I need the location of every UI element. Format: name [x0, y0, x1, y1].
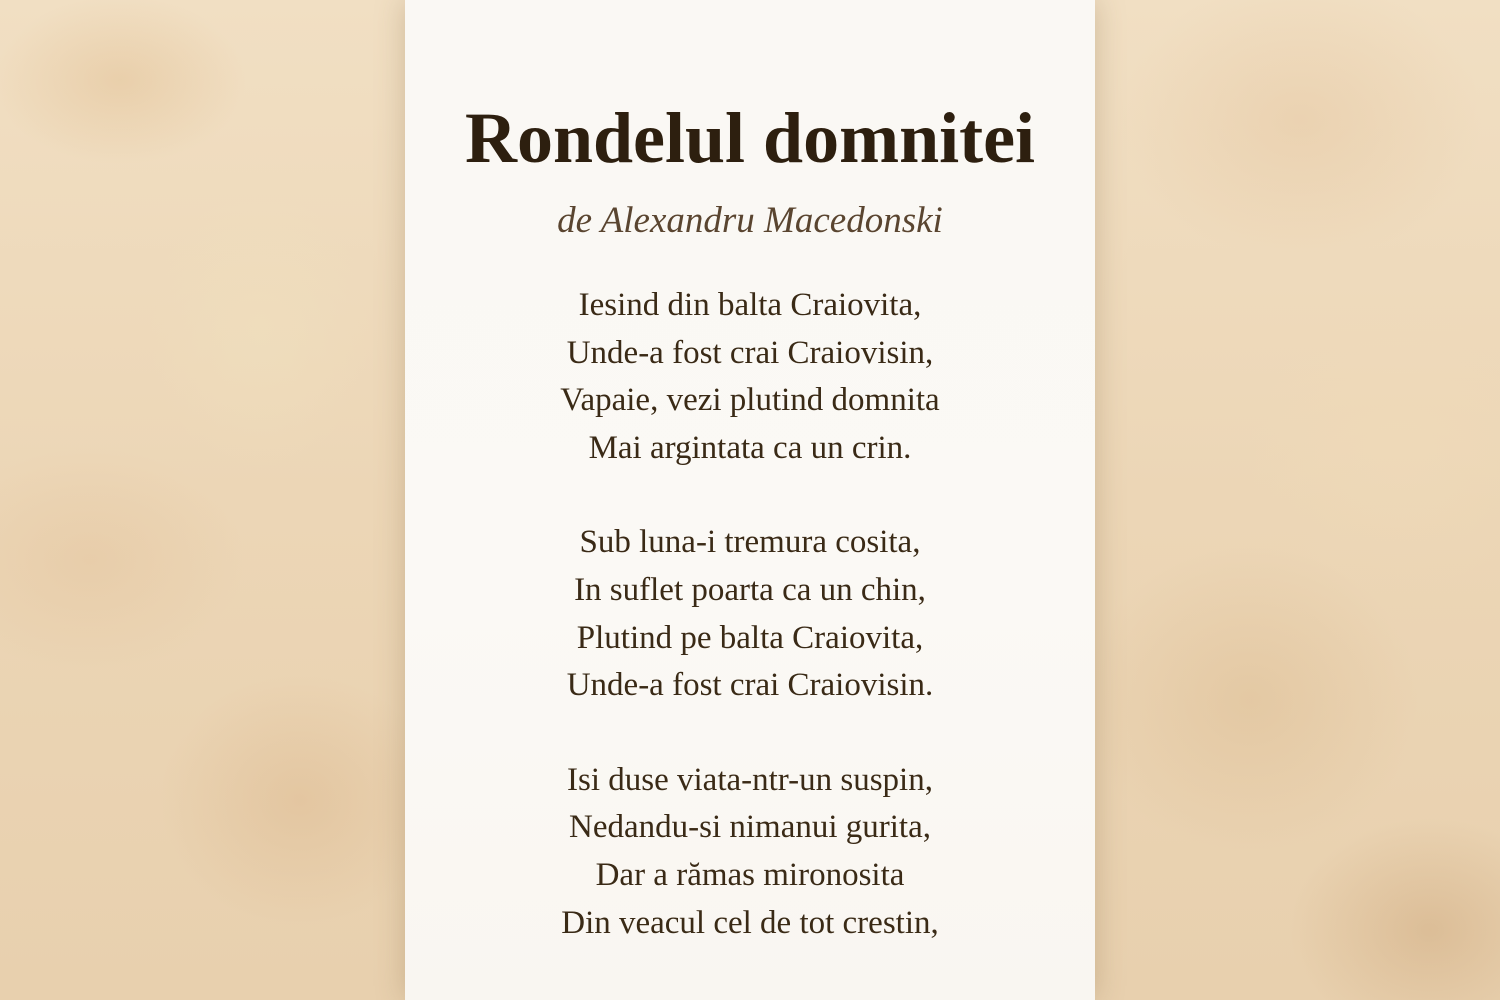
poem-line: Mai argintata ca un crin. — [588, 429, 912, 466]
poem-line: Vapaie, vezi plutind domnita — [560, 382, 940, 419]
poem-line: Dar a rămas mironosita — [595, 856, 905, 893]
stanza — [405, 757, 1095, 947]
poem-title: Rondelul domnitei — [464, 98, 1036, 178]
poem-line: Din veacul cel de tot crestin, — [561, 904, 939, 941]
poem-line: Plutind pe balta Craiovita, — [576, 619, 924, 656]
poem-line: Nedandu-si nimanui gurita, — [568, 809, 931, 846]
poem-line: Unde-a fost crai Craiovisin. — [566, 667, 934, 704]
poem-line: Unde-a fost crai Craiovisin, — [566, 334, 934, 371]
poem-page — [405, 0, 1095, 1000]
stanza — [405, 282, 1095, 472]
poem-body — [405, 282, 1095, 994]
poem-author: de Alexandru Macedonski — [557, 200, 943, 241]
poem-line: Iesind din balta Craiovita, — [578, 287, 922, 323]
poem-line: Sub luna-i tremura cosita, — [579, 524, 921, 561]
poem-line: Isi duse viata-ntr-un suspin, — [567, 761, 933, 798]
poem-line: In suflet poarta ca un chin, — [574, 571, 926, 608]
stanza — [405, 519, 1095, 709]
